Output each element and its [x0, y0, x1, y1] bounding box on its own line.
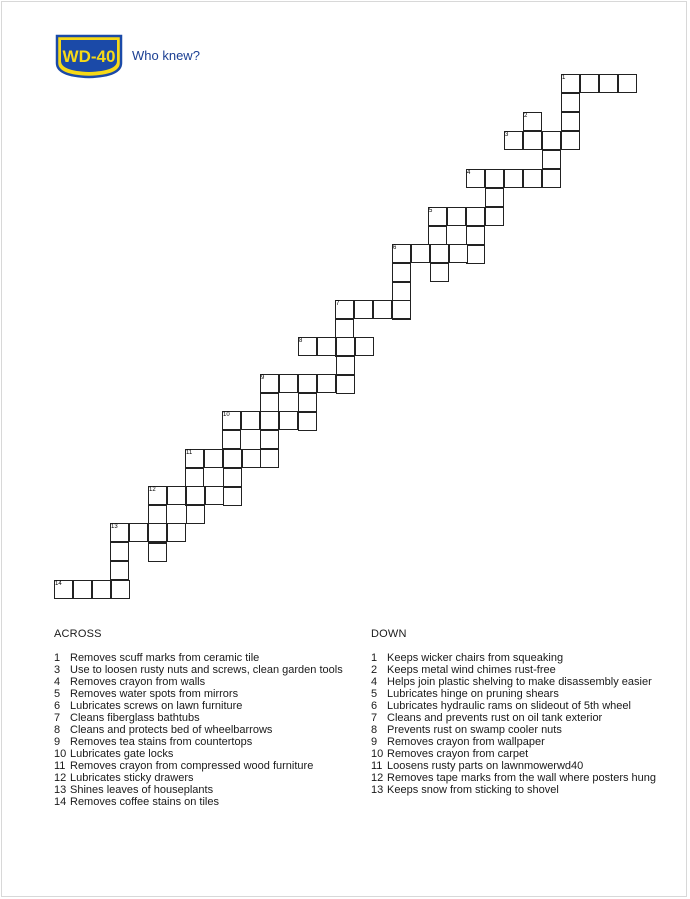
- crossword-cell[interactable]: [73, 580, 92, 599]
- down-clue: [371, 700, 671, 712]
- down-clue: [371, 736, 671, 748]
- clue-number: 10: [54, 748, 67, 760]
- clue-number: 9: [54, 736, 61, 748]
- crossword-cell[interactable]: [618, 74, 637, 93]
- crossword-cell[interactable]: [279, 374, 298, 393]
- crossword-cell[interactable]: [148, 505, 167, 524]
- clue-number: 4: [371, 676, 378, 688]
- clue-number: 6: [54, 700, 61, 712]
- crossword-cell[interactable]: [336, 337, 355, 356]
- clue-text: Keeps metal wind chimes rust-free: [387, 664, 556, 676]
- crossword-cell[interactable]: [260, 449, 279, 468]
- grid-number: 5: [429, 208, 433, 214]
- crossword-cell[interactable]: [223, 468, 242, 487]
- clue-text: Removes scuff marks from ceramic tile: [70, 652, 260, 664]
- across-clue: [54, 700, 354, 712]
- clue-text: Shines leaves of houseplants: [70, 784, 214, 796]
- across-clue: [54, 688, 354, 700]
- crossword-cell[interactable]: [542, 150, 561, 169]
- clue-text: Removes crayon from compressed wood furniture: [70, 760, 314, 772]
- grid-number: 7: [336, 301, 340, 307]
- crossword-cell[interactable]: [223, 487, 242, 506]
- clue-number: 10: [371, 748, 384, 760]
- crossword-cell[interactable]: [411, 244, 430, 263]
- clue-number: 13: [54, 784, 67, 796]
- across-clue: [54, 652, 354, 664]
- crossword-cell[interactable]: [129, 523, 148, 542]
- down-clue: [371, 712, 671, 724]
- crossword-cell[interactable]: [335, 319, 354, 338]
- clue-number: 5: [371, 688, 378, 700]
- crossword-cell[interactable]: [373, 300, 392, 319]
- clue-number: 12: [371, 772, 384, 784]
- crossword-cell[interactable]: [355, 337, 374, 356]
- grid-number: 1: [562, 75, 566, 81]
- clue-text: Keeps wicker chairs from squeaking: [387, 652, 564, 664]
- grid-number: 12: [149, 487, 156, 493]
- clue-text: Lubricates hydraulic rams on slideout of 5th wheel: [387, 700, 631, 712]
- crossword-cell[interactable]: [186, 486, 205, 505]
- crossword-cell[interactable]: [561, 93, 580, 112]
- crossword-cell[interactable]: [110, 561, 129, 580]
- grid-number: 10: [223, 412, 230, 418]
- clue-text: Removes crayon from walls: [70, 676, 206, 688]
- crossword-cell[interactable]: [260, 393, 279, 412]
- svg-text:WD-40: WD-40: [62, 47, 116, 66]
- down-clue: [371, 772, 671, 784]
- crossword-cell[interactable]: [167, 486, 186, 505]
- clue-number: 11: [371, 760, 383, 772]
- crossword-cell[interactable]: [317, 374, 336, 393]
- crossword-cell[interactable]: [447, 207, 466, 226]
- clue-number: 6: [371, 700, 378, 712]
- crossword-cell[interactable]: [523, 131, 542, 150]
- grid-number: 4: [467, 170, 471, 176]
- clue-number: 3: [54, 664, 61, 676]
- crossword-cell[interactable]: [241, 411, 260, 430]
- clue-number: 1: [371, 652, 378, 664]
- down-clue: [371, 688, 671, 700]
- crossword-cell[interactable]: [428, 226, 447, 245]
- crossword-cell[interactable]: [430, 263, 449, 282]
- clue-text: Use to loosen rusty nuts and screws, clean garden tools: [70, 664, 343, 676]
- clue-text: Removes tape marks from the wall where posters hung: [387, 772, 657, 784]
- clue-text: Lubricates hinge on pruning shears: [387, 688, 559, 700]
- clue-text: Removes coffee stains on tiles: [70, 796, 219, 808]
- clue-number: 9: [371, 736, 378, 748]
- crossword-cell[interactable]: [336, 375, 355, 394]
- grid-number: 3: [505, 132, 509, 138]
- crossword-cell[interactable]: [110, 542, 129, 561]
- clue-text: Cleans and protects bed of wheelbarrows: [70, 724, 273, 736]
- clue-number: 8: [54, 724, 61, 736]
- crossword-cell[interactable]: [185, 468, 204, 487]
- crossword-cell[interactable]: [186, 505, 205, 524]
- down-clue: [371, 784, 671, 796]
- clue-number: 7: [371, 712, 378, 724]
- clue-text: Lubricates gate locks: [70, 748, 174, 760]
- down-clue: [371, 748, 671, 760]
- clue-number: 2: [371, 664, 378, 676]
- across-clue: [54, 712, 354, 724]
- across-clue: [54, 796, 354, 808]
- down-heading: DOWN: [371, 628, 407, 640]
- across-clue: [54, 784, 354, 796]
- across-clues: [54, 628, 354, 808]
- clue-text: Keeps snow from sticking to shovel: [387, 784, 559, 796]
- down-clue: [371, 760, 671, 772]
- crossword-cell[interactable]: [222, 430, 241, 449]
- crossword-cell[interactable]: [449, 244, 468, 263]
- clue-number: 1: [54, 652, 61, 664]
- clue-text: Loosens rusty parts on lawnmowerwd40: [387, 760, 584, 772]
- crossword-cell[interactable]: [542, 169, 561, 188]
- grid-number: 2: [524, 113, 528, 119]
- grid-number: 14: [55, 581, 62, 587]
- clue-text: Prevents rust on swamp cooler nuts: [387, 724, 562, 736]
- clue-number: 11: [54, 760, 66, 772]
- across-clue: [54, 748, 354, 760]
- grid-number: 8: [299, 338, 303, 344]
- across-clue: [54, 760, 354, 772]
- crossword-cell[interactable]: [336, 356, 355, 375]
- clue-text: Removes water spots from mirrors: [70, 688, 239, 700]
- crossword-cell[interactable]: [466, 245, 485, 264]
- across-clue: [54, 736, 354, 748]
- crossword-cell[interactable]: [260, 430, 279, 449]
- down-clue: [371, 676, 671, 688]
- down-clue: [371, 724, 671, 736]
- down-clues: [371, 628, 671, 796]
- crossword-cell[interactable]: [298, 412, 317, 431]
- clue-text: Helps join plastic shelving to make disassembly easier: [387, 676, 652, 688]
- clue-number: 12: [54, 772, 67, 784]
- crossword-cell[interactable]: [223, 449, 242, 468]
- crossword-cell[interactable]: [148, 523, 167, 542]
- crossword-cell[interactable]: [466, 226, 485, 245]
- clue-text: Removes crayon from carpet: [387, 748, 529, 760]
- clue-text: Removes crayon from wallpaper: [387, 736, 545, 748]
- crossword-cell[interactable]: [466, 207, 485, 226]
- crossword-cell[interactable]: [430, 244, 449, 263]
- crossword-cell[interactable]: [148, 543, 167, 562]
- clue-text: Lubricates screws on lawn furniture: [70, 700, 243, 712]
- crossword-cell[interactable]: [504, 169, 523, 188]
- across-clue: [54, 772, 354, 784]
- crossword-cell[interactable]: [392, 263, 411, 282]
- crossword-cell[interactable]: [392, 282, 411, 301]
- crossword-cell[interactable]: [485, 188, 504, 207]
- clue-text: Lubricates sticky drawers: [70, 772, 194, 784]
- crossword-cell[interactable]: [205, 486, 224, 505]
- crossword-cell[interactable]: [485, 207, 504, 226]
- clue-number: 13: [371, 784, 384, 796]
- crossword-cell[interactable]: [561, 112, 580, 131]
- crossword-cell[interactable]: [580, 74, 599, 93]
- crossword-cell[interactable]: [298, 374, 317, 393]
- grid-number: 11: [186, 450, 193, 456]
- across-clue: [54, 724, 354, 736]
- grid-number: 9: [261, 375, 265, 381]
- crossword-cell[interactable]: [523, 169, 542, 188]
- crossword-cell[interactable]: [561, 131, 580, 150]
- grid-number: 6: [393, 245, 397, 251]
- tagline: Who knew?: [132, 48, 200, 63]
- down-clue: [371, 664, 671, 676]
- crossword-cell[interactable]: [317, 337, 336, 356]
- across-heading: ACROSS: [54, 628, 102, 640]
- clue-number: 14: [54, 796, 67, 808]
- crossword-cell[interactable]: [167, 523, 186, 542]
- crossword-cell[interactable]: [542, 131, 561, 150]
- crossword-cell[interactable]: [279, 411, 298, 430]
- crossword-cell[interactable]: [260, 411, 279, 430]
- crossword-cell[interactable]: [242, 449, 261, 468]
- crossword-cell[interactable]: [485, 169, 504, 188]
- clue-number: 7: [54, 712, 61, 724]
- crossword-cell[interactable]: [298, 393, 317, 412]
- grid-number: 13: [111, 524, 118, 530]
- across-clue: [54, 676, 354, 688]
- clue-number: 8: [371, 724, 378, 736]
- clue-number: 4: [54, 676, 61, 688]
- clue-number: 5: [54, 688, 61, 700]
- crossword-cell[interactable]: [92, 580, 111, 599]
- down-clue: [371, 652, 671, 664]
- crossword-cell[interactable]: [204, 449, 223, 468]
- crossword-cell[interactable]: [354, 300, 373, 319]
- clue-text: Removes tea stains from countertops: [70, 736, 253, 748]
- crossword-cell[interactable]: [392, 300, 411, 319]
- crossword-cell[interactable]: [111, 580, 130, 599]
- clue-text: Cleans and prevents rust on oil tank exterior: [387, 712, 603, 724]
- clue-text: Cleans fiberglass bathtubs: [70, 712, 200, 724]
- across-clue: [54, 664, 354, 676]
- crossword-cell[interactable]: [599, 74, 618, 93]
